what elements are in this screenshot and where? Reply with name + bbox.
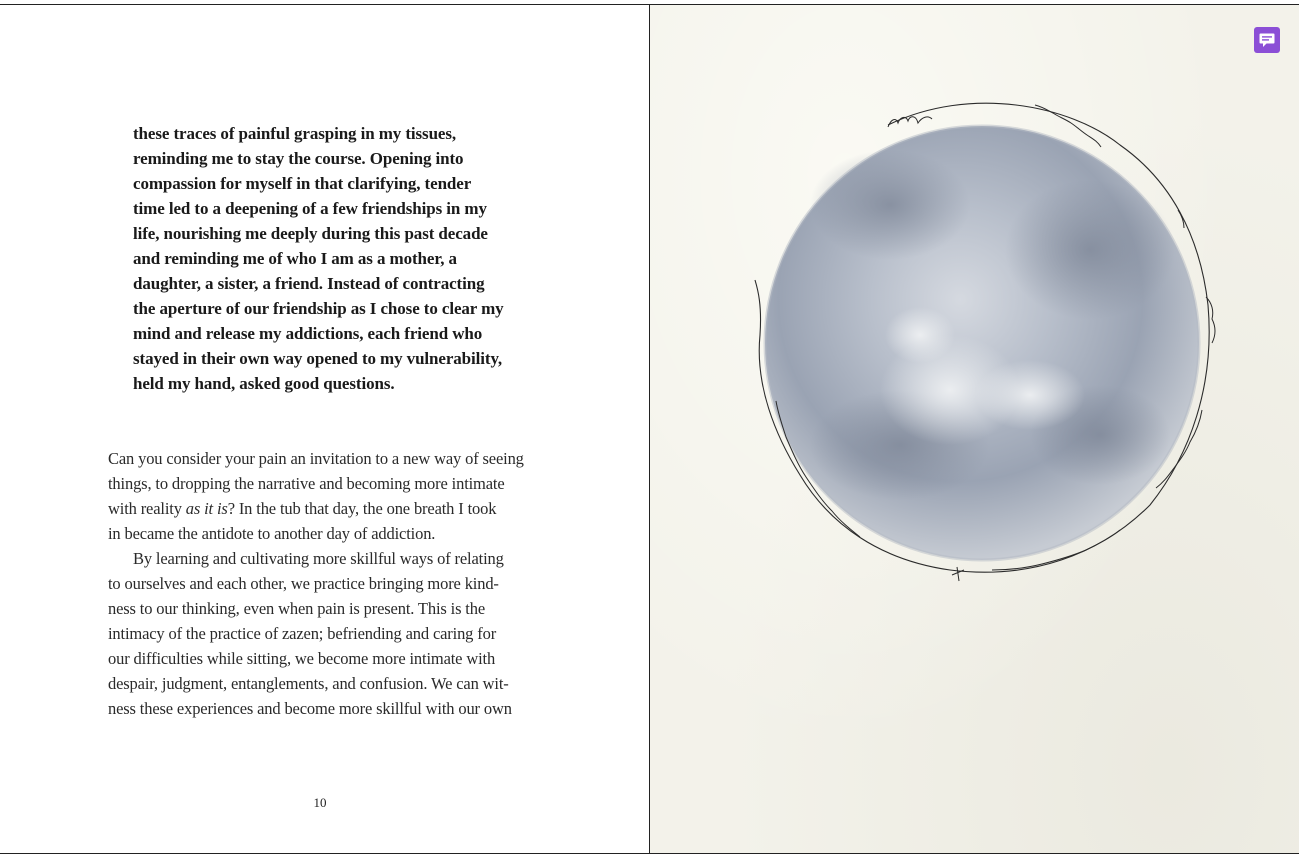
- quote-line: time led to a deepening of a few friendships in my: [133, 199, 487, 218]
- block-quote: [133, 121, 523, 396]
- body-line: Can you consider your pain an invitation to a new way of seeing: [108, 449, 524, 468]
- quote-line: held my hand, asked good questions.: [133, 374, 395, 393]
- body-line: to ourselves and each other, we practice bringing more kind-: [108, 574, 499, 593]
- body-line: By learning and cultivating more skillful ways of relating: [133, 549, 504, 568]
- moon-highlight: [885, 307, 955, 363]
- quote-line: daughter, a sister, a friend. Instead of contracting: [133, 274, 485, 293]
- quote-line: these traces of painful grasping in my tissues,: [133, 124, 457, 143]
- quote-line: the aperture of our friendship as I chose to clear my: [133, 299, 504, 318]
- body-line: things, to dropping the narrative and becoming more intimate: [108, 474, 505, 493]
- body-text: [108, 446, 538, 721]
- body-text-run: with reality: [108, 499, 186, 518]
- moon-shade: [810, 150, 970, 260]
- body-text-run: ? In the tub that day, the one breath I took: [227, 499, 497, 518]
- left-page: [0, 5, 649, 853]
- quote-line: mind and release my addictions, each friend who: [133, 324, 483, 343]
- quote-line: life, nourishing me deeply during this past decade: [133, 224, 488, 243]
- comment-button[interactable]: [1254, 27, 1280, 53]
- comment-icon: [1259, 33, 1275, 48]
- right-page: [650, 5, 1299, 853]
- watercolor-moon-illustration: [650, 5, 1299, 853]
- moon-shade: [1005, 180, 1175, 320]
- page-number: 10: [313, 795, 327, 810]
- body-line: our difficulties while sitting, we become more intimate with: [108, 649, 496, 668]
- moon-highlight: [975, 360, 1085, 430]
- handwritten-cross-stroke: [957, 567, 959, 581]
- body-line: in became the antidote to another day of addiction.: [108, 524, 436, 543]
- quote-line: and reminding me of who I am as a mother, a: [133, 249, 457, 268]
- bottom-rule: [0, 853, 1299, 854]
- quote-line: compassion for myself in that clarifying, tender: [133, 174, 472, 193]
- body-line: [108, 496, 538, 521]
- emphasis-as-it-is: as it is: [185, 499, 228, 518]
- quote-line: reminding me to stay the course. Opening into: [133, 149, 464, 168]
- body-line: ness to our thinking, even when pain is present. This is the: [108, 599, 486, 618]
- body-line: intimacy of the practice of zazen; befriending and caring for: [108, 624, 497, 643]
- body-line: ness these experiences and become more skillful with our own: [108, 699, 512, 718]
- body-line: despair, judgment, entanglements, and confusion. We can wit-: [108, 674, 509, 693]
- quote-line: stayed in their own way opened to my vulnerability,: [133, 349, 503, 368]
